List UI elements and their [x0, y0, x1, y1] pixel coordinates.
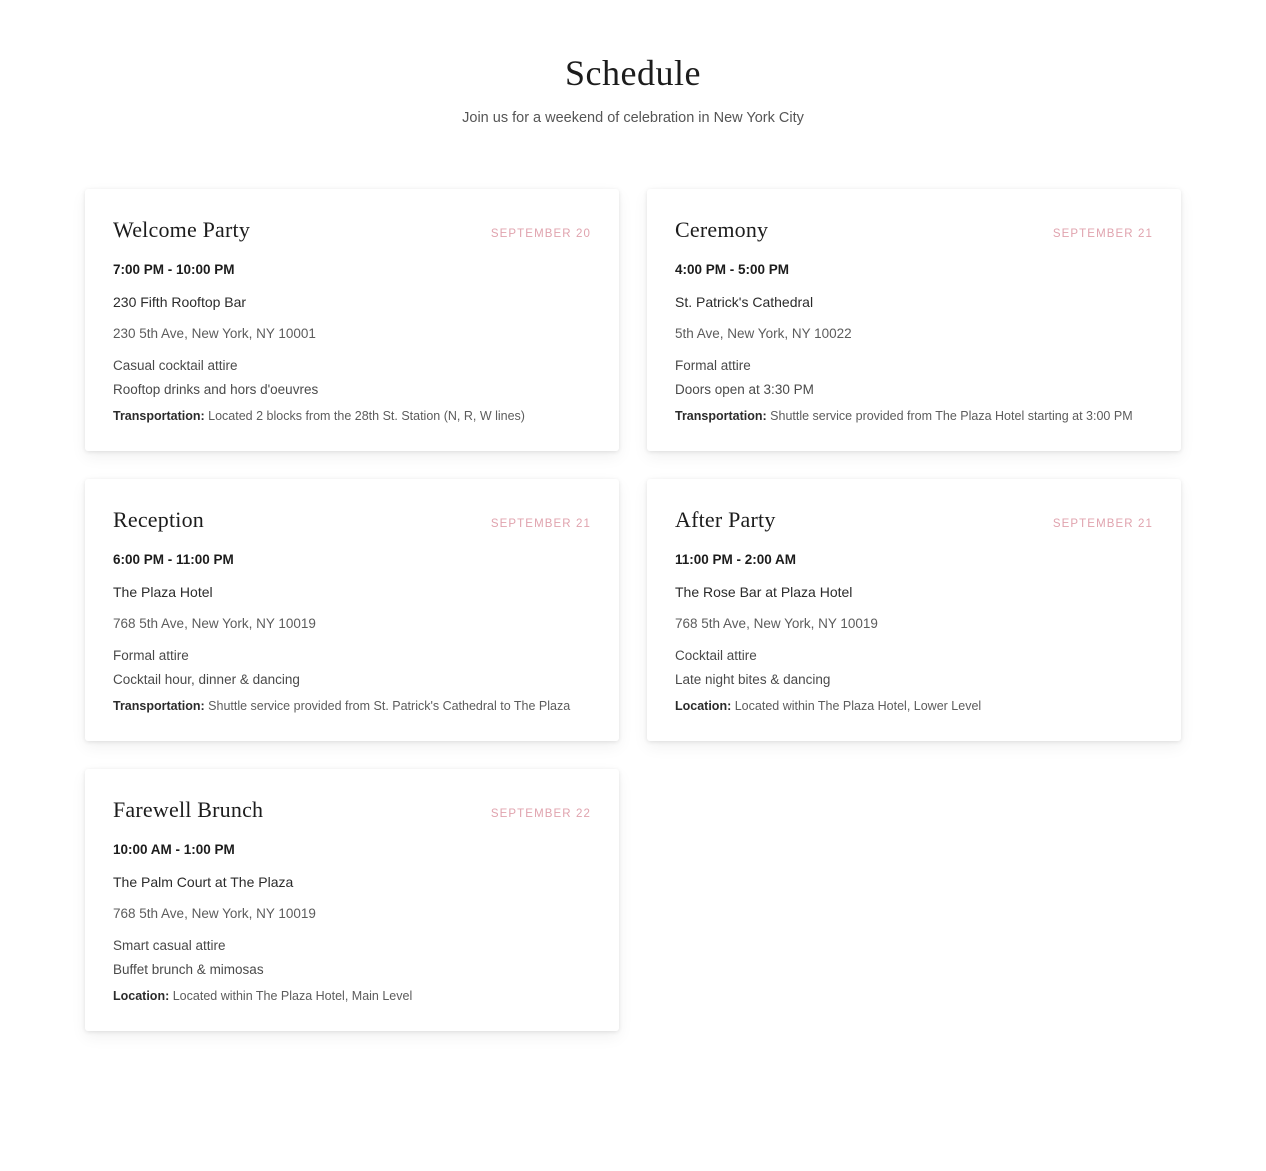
event-title: Farewell Brunch	[113, 797, 264, 823]
event-card-ceremony	[647, 189, 1181, 451]
event-time: 6:00 PM - 11:00 PM	[113, 552, 234, 568]
event-time: 7:00 PM - 10:00 PM	[113, 262, 235, 277]
event-header	[113, 797, 591, 823]
event-note-text: Shuttle service provided from St. Patrick's Cathedral to The Plaza	[208, 699, 571, 714]
event-title: Ceremony	[675, 217, 769, 242]
event-attire: Cocktail attire	[675, 648, 757, 664]
event-details: Rooftop drinks and hors d'oeuvres	[113, 382, 319, 397]
event-card-after-party	[647, 479, 1181, 741]
event-note-text: Located within The Plaza Hotel, Main Level	[172, 989, 413, 1004]
event-header	[675, 217, 1153, 243]
event-address: 230 5th Ave, New York, NY 10001	[113, 326, 316, 341]
event-date: SEPTEMBER 21	[490, 518, 591, 531]
event-note	[113, 697, 591, 715]
event-venue: The Plaza Hotel	[113, 584, 213, 601]
event-address: 768 5th Ave, New York, NY 10019	[113, 906, 316, 922]
event-venue: The Palm Court at The Plaza	[113, 874, 294, 891]
event-address: 5th Ave, New York, NY 10022	[675, 326, 852, 341]
event-title: Reception	[113, 507, 204, 533]
event-attire: Formal attire	[113, 648, 189, 664]
event-card-farewell-brunch	[85, 769, 619, 1031]
event-details: Late night bites & dancing	[675, 672, 831, 688]
event-details: Cocktail hour, dinner & dancing	[113, 672, 300, 688]
event-title: Welcome Party	[113, 217, 251, 242]
event-note-label: Transportation:	[675, 409, 767, 423]
event-header	[675, 507, 1153, 533]
event-note-label: Transportation:	[113, 409, 205, 423]
event-date: SEPTEMBER 20	[490, 228, 591, 240]
event-date: SEPTEMBER 21	[1052, 228, 1153, 240]
event-attire: Smart casual attire	[113, 938, 226, 954]
event-address: 768 5th Ave, New York, NY 10019	[113, 616, 316, 632]
event-note-label: Location:	[113, 989, 170, 1004]
event-time: 11:00 PM - 2:00 AM	[675, 552, 797, 568]
event-time: 4:00 PM - 5:00 PM	[675, 262, 790, 277]
event-note-label: Location:	[675, 699, 732, 714]
event-note	[675, 407, 1153, 425]
event-header	[113, 217, 591, 243]
event-date: SEPTEMBER 21	[1052, 518, 1153, 531]
event-card-welcome-party	[85, 189, 619, 451]
event-attire: Casual cocktail attire	[113, 358, 238, 373]
event-card-reception	[85, 479, 619, 741]
event-title: After Party	[675, 507, 776, 533]
event-note-label: Transportation:	[113, 699, 205, 714]
event-note-text: Located 2 blocks from the 28th St. Station (N, R, W lines)	[208, 409, 525, 423]
event-attire: Formal attire	[675, 358, 751, 373]
event-time: 10:00 AM - 1:00 PM	[113, 842, 235, 858]
event-venue: The Rose Bar at Plaza Hotel	[675, 584, 853, 601]
event-note-text: Located within The Plaza Hotel, Lower Level	[734, 699, 982, 714]
schedule-grid	[85, 189, 1181, 1031]
event-note	[113, 407, 591, 425]
event-note	[113, 987, 591, 1005]
event-note	[675, 697, 1153, 715]
event-venue: 230 Fifth Rooftop Bar	[113, 294, 247, 310]
event-note-text: Shuttle service provided from The Plaza Hotel starting at 3:00 PM	[770, 409, 1133, 423]
event-header	[113, 507, 591, 533]
event-venue: St. Patrick's Cathedral	[675, 294, 814, 310]
event-date: SEPTEMBER 22	[490, 808, 591, 821]
page-title: Schedule	[565, 53, 701, 93]
event-address: 768 5th Ave, New York, NY 10019	[675, 616, 878, 632]
page-subtitle: Join us for a weekend of celebration in New York City	[462, 110, 804, 126]
event-details: Doors open at 3:30 PM	[675, 382, 814, 397]
event-details: Buffet brunch & mimosas	[113, 962, 264, 978]
